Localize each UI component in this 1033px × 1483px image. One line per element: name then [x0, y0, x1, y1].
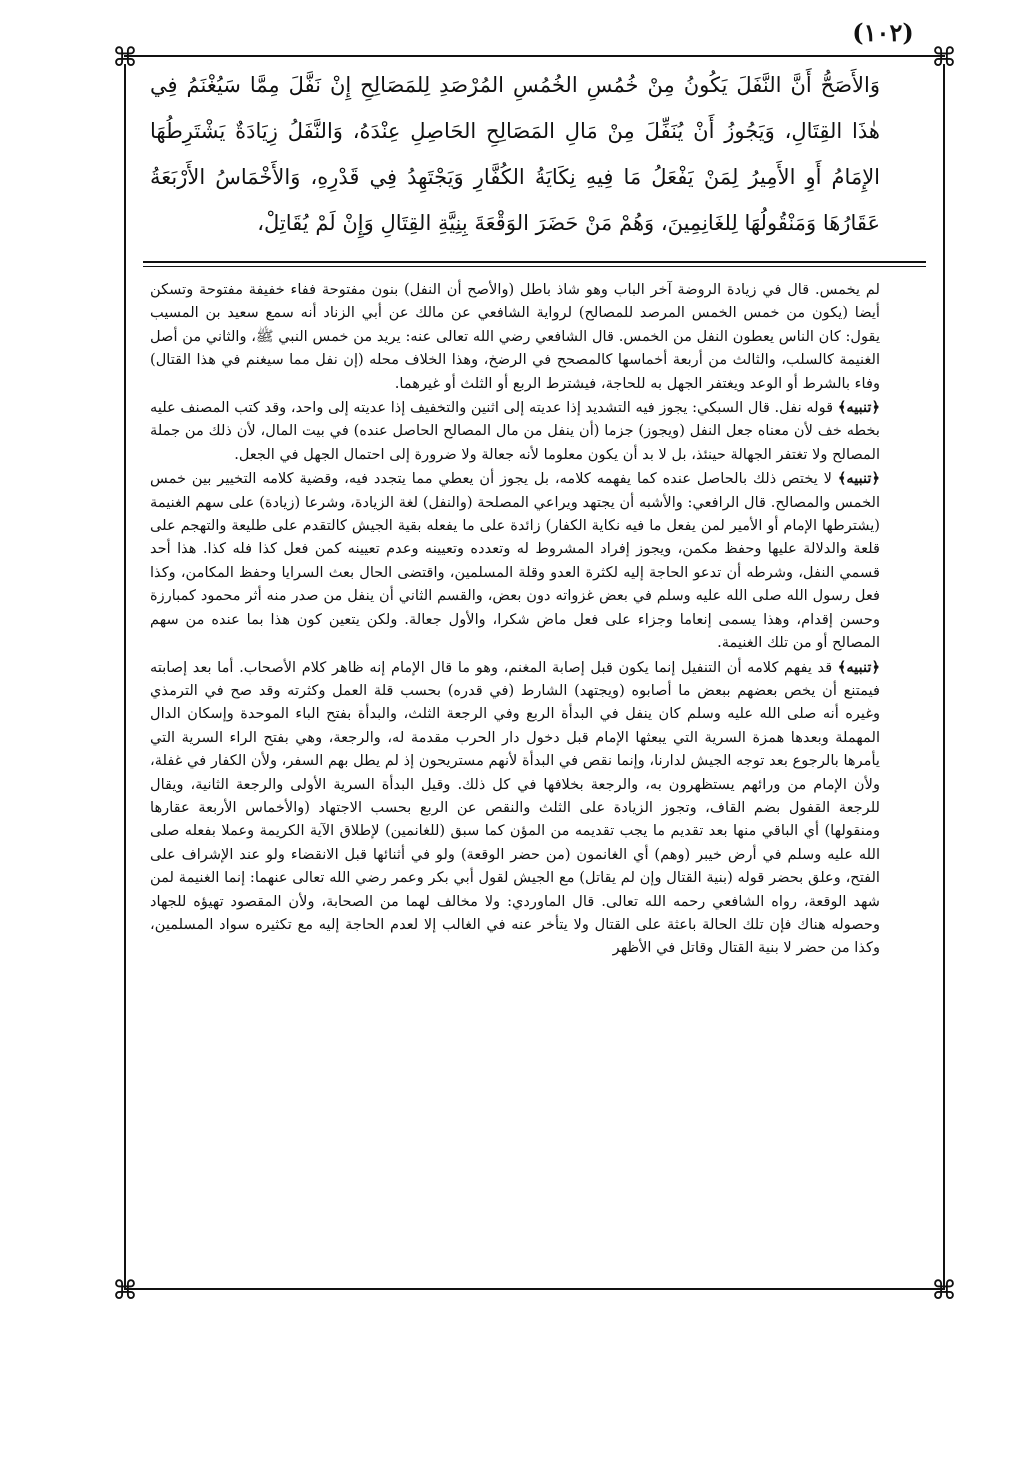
commentary-text: لم يخمس. قال في زيادة الروضة آخر الباب وهو شاذ باطل (والأصح أن النفل) بنون مفتوحة ففاء خفيفة مفتوحة وتسكن أيضا (يكون من خمس الخمس المرصد للمصالح) لرواية الشافعي عن مالك عن أبي الزناد أنه سمع سعيد بن المسيب يقول: كان الناس يعطون النفل من الخمس. قال الشافعي رضي الله تعالى عنه: يريد من خمس النبي ﷺ، والثاني من أصل الغنيمة كالسلب، والثالث من أربعة أخماسها كالمصحح في الرضخ، وهذا الخلاف محله (إن نفل مما سيغنم في هذا القتال) وفاء بالشرط أو الوعد ويغتفر الجهل به للحاجة، فيشترط الربع أو الثلث أو غيرهما.	[150, 281, 880, 392]
ornament-icon: ⌘	[112, 43, 138, 73]
divider-rule-upper	[143, 261, 926, 263]
commentary-paragraph	[150, 278, 880, 395]
main-text: وَالأَصَحُّ أَنَّ النَّفَلَ يَكُونُ مِنْ خُمُسِ الخُمُسِ المُرْصَدِ لِلمَصَالِحِ إِنْ نَفَّلَ مِمَّا سَيُغْنَمُ فِي هٰذَا القِتَالِ، وَيَجُوزُ أَنْ يُنَفِّلَ مِنْ مَالِ المَصَالِحِ الحَاصِلِ عِنْدَهُ، وَالنَّفَلُ زِيَادَةٌ يَشْتَرِطُهَا الإِمَامُ أَوِ الأَمِيرُ لِمَنْ يَفْعَلُ مَا فِيهِ نِكَايَةُ الكُفَّارِ وَيَجْتَهِدُ فِي قَدْرِهِ، وَالأَخْمَاسُ الأَرْبَعَةُ عَقَارُهَا وَمَنْقُولُهَا لِلغَانِمِينَ، وَهُمْ مَنْ حَضَرَ الوَقْعَةَ بِنِيَّةِ القِتَالِ وَإِنْ لَمْ يُقَاتِلْ،	[150, 73, 881, 235]
commentary-paragraph	[150, 467, 880, 654]
divider-rule-lower	[143, 266, 926, 267]
ornament-icon: ⌘	[931, 43, 957, 73]
commentary-text: قد يفهم كلامه أن التنفيل إنما يكون قبل إصابة المغنم، وهو ما قال الإمام إنه ظاهر كلام الأصحاب. أما بعد إصابته فيمتنع أن يخص بعضهم ببعض ما أصابوه (ويجتهد) الشارط (في قدره) بحسب قلة العمل وكثرته وقد صح في الترمذي وغيره أنه صلى الله عليه وسلم كان ينفل في البدأة الربع وفي الرجعة الثلث، والبدأة بفتح الباء الموحدة وإسكان الدال المهملة وبعدها همزة السرية التي يبعثها الإمام قبل دخول دار الحرب مقدمة له، والرجعة، وهي بفتح الراء السرية التي يأمرها بالرجوع بعد توجه الجيش لدارنا، وإنما نقص في البدأة لأنهم مستريحون إذ لم يطل بهم السفر، ولأن الكفار في غفلة، ولأن الإمام من ورائهم يستظهرون به، والرجعة بخلافها في كل ذلك. وقيل البدأة السرية الأولى والرجعة الثانية، ويقال للرجعة القفول بضم القاف، وتجوز الزيادة على الثلث والنقص عن الربع بحسب الاجتهاد (والأخماس الأربعة عقارها ومنقولها) أي الباقي منها بعد تقديم ما يجب تقديمه من المؤن كما سبق (للغانمين) لإطلاق الآية الكريمة وعملا بفعله صلى الله عليه وسلم في أرض خيبر (وهم) أي الغانمون (من حضر الوقعة) ولو في أثنائها قبل الانقضاء ولو عند الإشراف على الفتح، وعلق بحضر قوله (بنية القتال وإن لم يقاتل) مع الجيش لقول أبي بكر وعمر رضي الله تعالى عنهما: إنما الغنيمة لمن شهد الوقعة، رواه الشافعي رحمه الله تعالى. قال الماوردي: ولا مخالف لهما من الصحابة، ولأن المقصود تهيؤه للجهاد وحصوله هناك فإن تلك الحالة باعثة على القتال ولا يتأخر عنه في الغالب إلا لعدم الحاجة إليه مع تكثيره سواد المسلمين، وكذا من حضر لا بنية القتال وقاتل في الأظهر	[150, 658, 880, 957]
frame-top-rule	[124, 55, 945, 57]
note-label: ﴿تنبيه﴾	[837, 658, 880, 676]
note-label: ﴿تنبيه﴾	[837, 470, 881, 488]
note-label: ﴿تنبيه﴾	[837, 399, 881, 417]
frame-bottom-rule	[124, 1288, 945, 1290]
commentary-paragraph	[150, 396, 880, 466]
frame-right-rail	[943, 64, 945, 1290]
commentary-text: لا يختص ذلك بالحاصل عنده كما يفهمه كلامه، بل يجوز أن يعطي مما يتجدد فيه، وقضية كلامه التخيير بين خمس الخمس والمصالح. قال الرافعي: والأشبه أن يجتهد ويراعي المصلحة (والنفل) لغة الزيادة، وشرعا (زيادة) على سهم الغنيمة (يشترطها الإمام أو الأمير لمن يفعل ما فيه نكاية الكفار) زائدة على ما يفعله بقية الجيش كالتقدم على طليعة والتهجم على قلعة والدلالة عليها وحفظ مكمن، ويجوز إفراد المشروط له وتعدده وتعيينه وعدم تعيينه كمن فعل كذا فله كذا. هذا أحد قسمي النفل، وشرطه أن تدعو الحاجة إليه لكثرة العدو وقلة المسلمين، واقتضى الحال بعث السرايا وحفظ المكامن، وكذا فعل رسول الله صلى الله عليه وسلم في بعض غزواته دون بعض، والقسم الثاني أن ينفل من صدر منه أثر محمود كمبارزة وحسن إقدام، وهذا يسمى إنعاما وجزاء على فعل ماض شكرا، والأول جعالة. ولكن يتعين كون هذا بما عنده من سهم المصالح أو من تلك الغنيمة.	[150, 470, 880, 652]
commentary-paragraph	[150, 656, 880, 960]
frame-left-rail	[124, 64, 126, 1290]
commentary-section	[150, 278, 880, 960]
commentary-text: قوله نفل. قال السبكي: يجوز فيه التشديد إذا عديته إلى اثنين والتخفيف إذا عديته إلى واحد، وقد كتب المصنف عليه بخطه خف لأن معناه جعل النفل (ويجوز) جزما (أن ينفل من مال المصالح الحاصل عنده) في بيت المال، لأن ذلك من جملة المصالح ولا تغتفر الجهالة حينئذ، بل لا بد أن يكون معلوما لأنه جعالة ولا ضرورة إلى احتمال الجهل في الجعل.	[150, 399, 880, 463]
ornament-icon: ⌘	[931, 1276, 957, 1306]
ornament-icon: ⌘	[112, 1276, 138, 1306]
page-number: (١٠٢)	[852, 18, 914, 47]
